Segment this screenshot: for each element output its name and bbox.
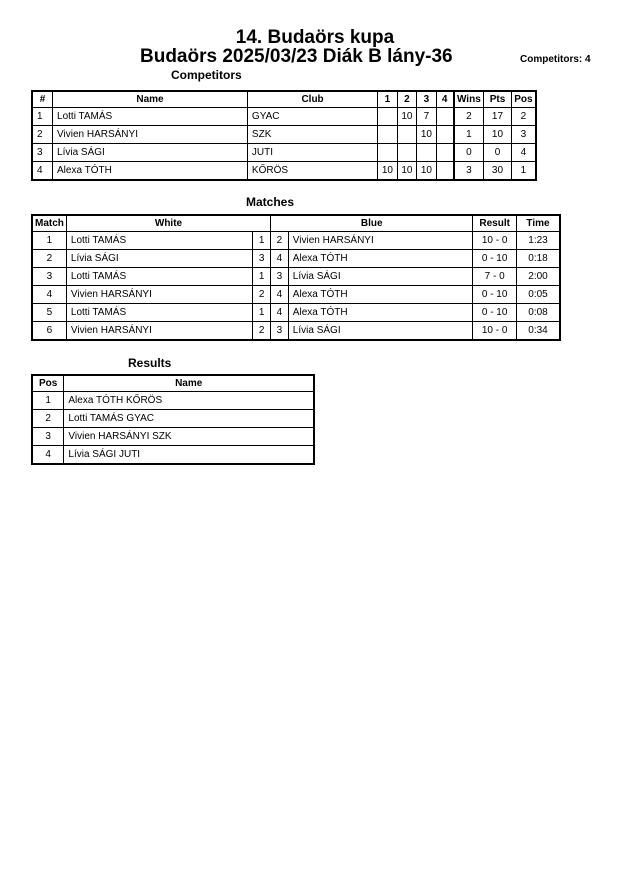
table-row bbox=[32, 428, 314, 446]
page-title: 14. Budaörs kupa bbox=[235, 27, 395, 48]
competitor-wins: 0 bbox=[454, 144, 484, 162]
white-competitor: Lotti TAMÁS bbox=[66, 232, 252, 250]
col-score2-header: 2 bbox=[397, 91, 416, 108]
score-vs-3: 7 bbox=[417, 108, 436, 126]
col-club-header: Club bbox=[247, 91, 377, 108]
white-competitor: Lotti TAMÁS bbox=[66, 304, 252, 322]
blue-competitor: Alexa TÓTH bbox=[288, 250, 473, 268]
table-row bbox=[32, 250, 560, 268]
white-competitor: Lívia SÁGI bbox=[66, 250, 252, 268]
competitor-position: 2 bbox=[511, 108, 536, 126]
match-number: 3 bbox=[32, 268, 66, 286]
table-row bbox=[32, 126, 536, 144]
white-number: 2 bbox=[253, 322, 271, 341]
competitor-club: GYAC bbox=[247, 108, 377, 126]
col-result-header: Result bbox=[473, 215, 517, 232]
table-row bbox=[32, 144, 536, 162]
blue-number: 4 bbox=[271, 286, 289, 304]
competitors-header-row bbox=[32, 91, 536, 108]
white-number: 1 bbox=[253, 232, 271, 250]
score-vs-2: 10 bbox=[397, 108, 416, 126]
score-vs-3: 10 bbox=[417, 126, 436, 144]
match-number: 4 bbox=[32, 286, 66, 304]
blue-competitor: Lívia SÁGI bbox=[288, 322, 473, 341]
competitor-name: Lotti TAMÁS bbox=[53, 108, 248, 126]
match-result: 0 - 10 bbox=[473, 250, 517, 268]
score-vs-4 bbox=[436, 144, 453, 162]
competitor-name: Lívia SÁGI bbox=[53, 144, 248, 162]
match-result: 10 - 0 bbox=[473, 232, 517, 250]
competitor-position: 3 bbox=[511, 126, 536, 144]
col-num-header: # bbox=[32, 91, 53, 108]
results-table bbox=[31, 374, 315, 465]
table-row bbox=[32, 286, 560, 304]
score-vs-3 bbox=[417, 144, 436, 162]
result-name: Lívia SÁGI JUTI bbox=[64, 446, 314, 465]
white-number: 1 bbox=[253, 304, 271, 322]
competitor-club: JUTI bbox=[247, 144, 377, 162]
competitor-wins: 3 bbox=[454, 162, 484, 181]
col-time-header: Time bbox=[517, 215, 561, 232]
col-result-name-header: Name bbox=[64, 375, 314, 392]
result-position: 1 bbox=[32, 392, 64, 410]
results-section-title: Results bbox=[128, 356, 172, 370]
competitor-club: KŐRÖS bbox=[247, 162, 377, 181]
white-competitor: Lotti TAMÁS bbox=[66, 268, 252, 286]
table-row bbox=[32, 304, 560, 322]
table-row bbox=[32, 446, 314, 465]
col-white-header: White bbox=[66, 215, 270, 232]
match-time: 0:08 bbox=[517, 304, 561, 322]
match-number: 6 bbox=[32, 322, 66, 341]
match-result: 0 - 10 bbox=[473, 304, 517, 322]
competitor-number: 3 bbox=[32, 144, 53, 162]
score-vs-4 bbox=[436, 126, 453, 144]
match-number: 2 bbox=[32, 250, 66, 268]
col-score1-header: 1 bbox=[378, 91, 397, 108]
match-result: 7 - 0 bbox=[473, 268, 517, 286]
col-wins-header: Wins bbox=[454, 91, 484, 108]
col-score3-header: 3 bbox=[417, 91, 436, 108]
competitor-points: 17 bbox=[484, 108, 512, 126]
competitor-name: Vivien HARSÁNYI bbox=[53, 126, 248, 144]
competitor-position: 1 bbox=[511, 162, 536, 181]
match-result: 10 - 0 bbox=[473, 322, 517, 341]
match-time: 0:34 bbox=[517, 322, 561, 341]
competitor-wins: 1 bbox=[454, 126, 484, 144]
blue-number: 3 bbox=[271, 268, 289, 286]
result-name: Vivien HARSÁNYI SZK bbox=[64, 428, 314, 446]
competitors-section-title: Competitors bbox=[171, 68, 242, 82]
result-name: Alexa TÓTH KŐRÖS bbox=[64, 392, 314, 410]
result-name: Lotti TAMÁS GYAC bbox=[64, 410, 314, 428]
white-number: 2 bbox=[253, 286, 271, 304]
match-time: 2:00 bbox=[517, 268, 561, 286]
competitor-points: 0 bbox=[484, 144, 512, 162]
match-number: 1 bbox=[32, 232, 66, 250]
competitor-number: 1 bbox=[32, 108, 53, 126]
table-row bbox=[32, 322, 560, 341]
competitor-position: 4 bbox=[511, 144, 536, 162]
match-result: 0 - 10 bbox=[473, 286, 517, 304]
result-position: 4 bbox=[32, 446, 64, 465]
score-vs-1 bbox=[378, 108, 397, 126]
competitor-number: 4 bbox=[32, 162, 53, 181]
white-competitor: Vivien HARSÁNYI bbox=[66, 322, 252, 341]
competitor-points: 30 bbox=[484, 162, 512, 181]
white-competitor: Vivien HARSÁNYI bbox=[66, 286, 252, 304]
competitor-name: Alexa TÓTH bbox=[53, 162, 248, 181]
blue-number: 4 bbox=[271, 250, 289, 268]
score-vs-2 bbox=[397, 126, 416, 144]
table-row bbox=[32, 392, 314, 410]
competitor-number: 2 bbox=[32, 126, 53, 144]
table-row bbox=[32, 268, 560, 286]
score-vs-1 bbox=[378, 144, 397, 162]
blue-competitor: Vivien HARSÁNYI bbox=[288, 232, 473, 250]
score-vs-4 bbox=[436, 162, 453, 181]
col-match-header: Match bbox=[32, 215, 66, 232]
match-time: 0:18 bbox=[517, 250, 561, 268]
page-subtitle: Budaörs 2025/03/23 Diák B lány-36 bbox=[140, 46, 453, 67]
score-vs-4 bbox=[436, 108, 453, 126]
blue-number: 3 bbox=[271, 322, 289, 341]
table-row bbox=[32, 232, 560, 250]
competitor-wins: 2 bbox=[454, 108, 484, 126]
competitors-table bbox=[31, 90, 537, 181]
col-name-header: Name bbox=[53, 91, 248, 108]
score-vs-1 bbox=[378, 126, 397, 144]
matches-table bbox=[31, 214, 561, 341]
blue-competitor: Alexa TÓTH bbox=[288, 304, 473, 322]
matches-header-row bbox=[32, 215, 560, 232]
match-time: 0:05 bbox=[517, 286, 561, 304]
blue-number: 4 bbox=[271, 304, 289, 322]
matches-section-title: Matches bbox=[246, 195, 295, 209]
col-score4-header: 4 bbox=[436, 91, 453, 108]
table-row bbox=[32, 410, 314, 428]
score-vs-3: 10 bbox=[417, 162, 436, 181]
blue-competitor: Lívia SÁGI bbox=[288, 268, 473, 286]
blue-number: 2 bbox=[271, 232, 289, 250]
table-row bbox=[32, 162, 536, 181]
match-number: 5 bbox=[32, 304, 66, 322]
results-header-row bbox=[32, 375, 314, 392]
score-vs-2 bbox=[397, 144, 416, 162]
col-pts-header: Pts bbox=[484, 91, 512, 108]
table-row bbox=[32, 108, 536, 126]
result-position: 3 bbox=[32, 428, 64, 446]
competitor-club: SZK bbox=[247, 126, 377, 144]
result-position: 2 bbox=[32, 410, 64, 428]
score-vs-2: 10 bbox=[397, 162, 416, 181]
blue-competitor: Alexa TÓTH bbox=[288, 286, 473, 304]
col-blue-header: Blue bbox=[271, 215, 473, 232]
col-pos-header: Pos bbox=[511, 91, 536, 108]
match-time: 1:23 bbox=[517, 232, 561, 250]
competitors-count: Competitors: 4 bbox=[520, 54, 591, 65]
competitor-points: 10 bbox=[484, 126, 512, 144]
white-number: 3 bbox=[253, 250, 271, 268]
white-number: 1 bbox=[253, 268, 271, 286]
score-vs-1: 10 bbox=[378, 162, 397, 181]
col-result-pos-header: Pos bbox=[32, 375, 64, 392]
